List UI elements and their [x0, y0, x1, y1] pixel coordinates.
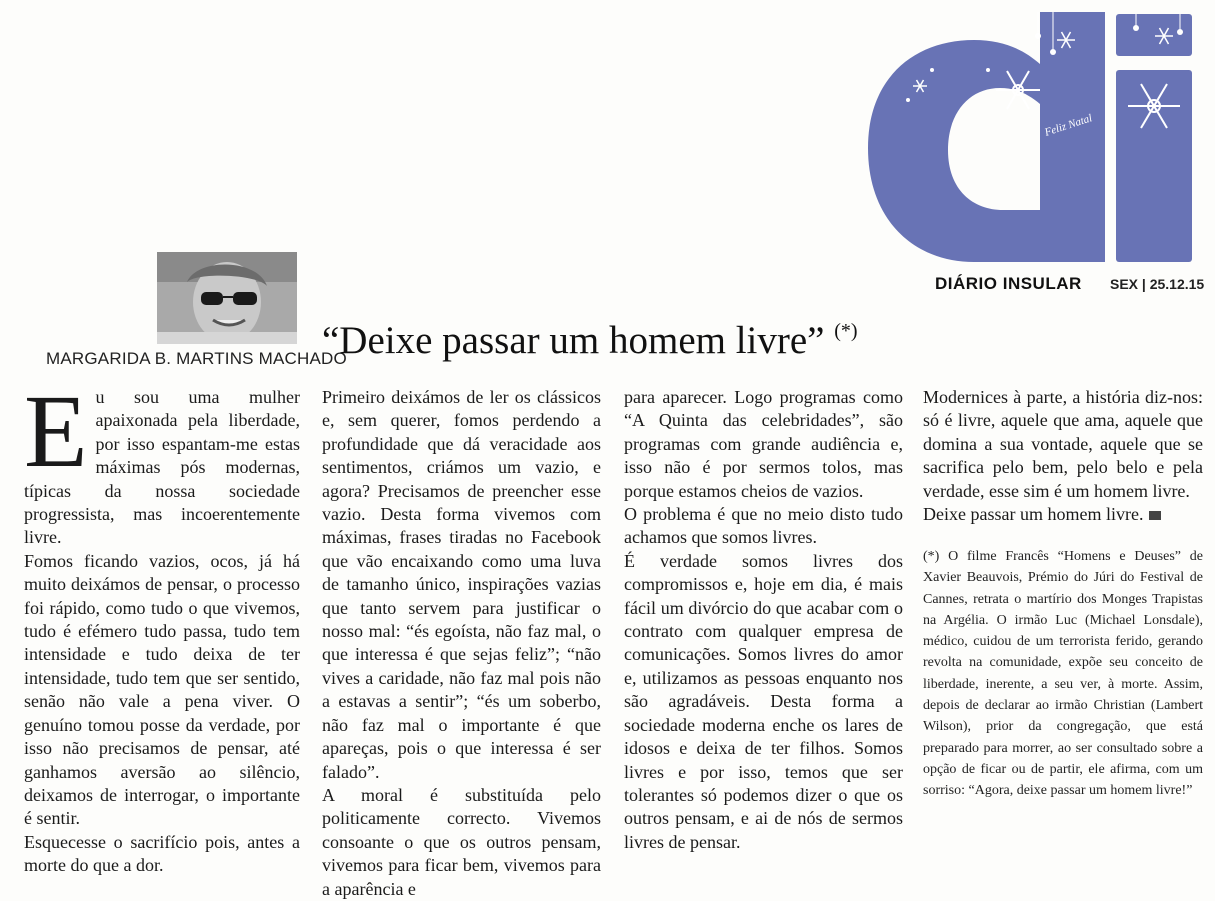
- end-of-article-icon: [1149, 511, 1161, 520]
- closing-line: Deixe passar um homem livre.: [923, 504, 1144, 525]
- paragraph: Esquecesse o sacrifício pois, antes a morte do que a dor.: [24, 831, 300, 876]
- article-column-2: [322, 386, 601, 901]
- article-column-1: [24, 374, 300, 878]
- paragraph: Modernices à parte, a história diz-nos: só é livre, aquele que ama, aquele que domina a sua vontade, aquele que se sacrifica pelo bem, pelo belo e pela verdade, esse sim é um homem livre.: [923, 387, 1203, 501]
- drop-cap: E: [24, 374, 88, 489]
- author-byline: MARGARIDA B. MARTINS MACHADO: [46, 349, 347, 368]
- paragraph: Primeiro deixámos de ler os clássicos e, sem querer, fomos perdendo a profundidade que dá veracidade aos sentimentos, criámos um vazio, e agora? Precisamos de preencher esse vazio. Desta forma vivemos com máximas, frases tiradas no Facebook que vão encaixando como uma luva de tamanho único, inspirações vazias que tanto servem para justificar o nosso mal: “és egoísta, não faz mal, o que interessa é que sejas feliz”; “não vives a caridade, não faz mal pois não a estavas a sentir”; “és um soberbo, não faz mal o importante é que apareças, pois o que interessa é ser falado”.: [322, 387, 601, 782]
- article-column-4: [923, 386, 1203, 526]
- issue-date: SEX | 25.12.15: [1110, 276, 1205, 292]
- article-column-3: [624, 386, 903, 854]
- author-photo: [157, 252, 297, 344]
- paragraph: É verdade somos livres dos compromissos e, hoje em dia, é mais fácil um divórcio do que acabar com o contrato com qualquer empresa de comunicações. Somos livres do amor e, utilizamos as pessoas enquanto nos são agradáveis. Desta forma a sociedade moderna enche os lares de idosos e deixa de ter filhos. Somos livres e por isso, temos que ser tolerantes só podemos dizer o que os outros pensam, e ai de nós de sermos livres de pensar.: [624, 550, 903, 852]
- article-title: [322, 318, 858, 363]
- article-title-text: “Deixe passar um homem livre”: [322, 319, 825, 362]
- diario-insular-logo: [868, 0, 1194, 262]
- paragraph: O problema é que no meio disto tudo achamos que somos livres.: [624, 504, 903, 548]
- paragraph: para aparecer. Logo programas como “A Quinta das celebridades”, são programas com grande audiência e, isso não é por sermos tolos, mas porque estamos cheios de vazios.: [624, 387, 903, 501]
- paragraph: [923, 503, 1203, 526]
- paragraph: Fomos ficando vazios, ocos, já há muito deixámos de pensar, o processo foi rápido, como tudo o que vivemos, tudo é efémero tudo passa, tudo tem intensidade e tudo deixa de ter intensidade, tudo tem que ser sentido, senão não vale a pena viver. O genuíno tomou posse da verdade, por isso não precisamos de pensar, até ganhamos aversão ao silêncio, deixamos de interrogar, o importante é sentir.: [24, 550, 300, 829]
- article-footnote: (*) O filme Francês “Homens e Deuses” de Xavier Beauvois, Prémio do Júri do Festival de Cannes, retrata o martírio dos Monges Trapistas na Argélia. O irmão Luc (Michael Lonsdale), médico, cuidou de um terrorista ferido, gerando revolta na comunidade, expõe seu conceito de liberdade, inerente, a seu ver, à morte. Assim, depois de declarar ao irmão Christian (Lambert Wilson), prior da congregação, que está preparado para morrer, ao ser consultado sobre a opção de ficar ou de partir, ele afirma, com um sorriso: “Agora, deixe passar um homem livre!”: [923, 549, 1203, 799]
- paragraph-text: u sou uma mulher apaixonada pela liberdade, por isso espantam-me estas máximas pós modernas, típicas da nossa sociedade progressista, mas incoerentemente livre.: [24, 387, 300, 548]
- title-footnote-marker: (*): [834, 320, 858, 342]
- paragraph: [24, 374, 300, 550]
- paragraph: A moral é substituída pelo politicamente correcto. Vivemos consoante o que os outros pensam, vivemos para ficar bem, vivemos para a aparência e: [322, 784, 601, 899]
- newspaper-name: DIÁRIO INSULAR: [935, 274, 1082, 293]
- logo-caption: Feliz Natal: [1043, 112, 1094, 139]
